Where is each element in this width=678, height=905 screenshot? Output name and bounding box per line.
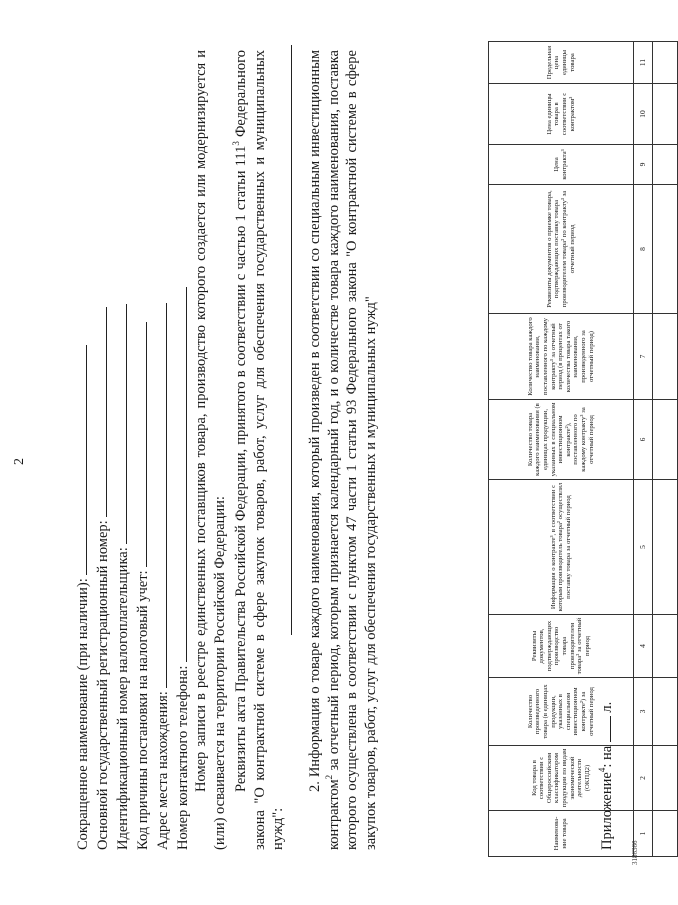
field-inn [112, 304, 132, 850]
column-number: 5 [634, 480, 653, 615]
column-number: 11 [634, 42, 653, 84]
header-cell: Реквизиты документов, подтверждающих производство товара производителем товара² за отчетный период [489, 615, 634, 678]
header-cell: Количество товара каждого наименования (в единицах продукции, указанных в специальном инвестиционном контракте²), поставленного по каждому контракту³ за отчетный период [489, 400, 634, 480]
field-label: Основной государственный регистрационный номер: [95, 520, 111, 850]
field-short-name [72, 345, 92, 850]
column-number: 7 [634, 314, 653, 400]
header-cell: Наименова-ние товара [489, 811, 634, 857]
table-row [653, 42, 678, 857]
field-address [152, 303, 172, 850]
column-number: 6 [634, 400, 653, 480]
product-info-paragraph [306, 50, 380, 850]
field-kpp [132, 322, 152, 850]
document-code: 3186366 [631, 840, 639, 865]
sheet-count-line [596, 716, 611, 742]
act-text-tail: Федерального закона "О контрактной системе в сфере закупок товаров, работ, услуг для обеспечения государственных и муниципальных нужд": [233, 50, 286, 850]
inn-input-line [112, 304, 127, 544]
field-label: Идентификационный номер налогоплательщика: [115, 547, 131, 850]
header-cell: Информация о контракте³, в соответствии с которым производитель товара² осуществлял поставку товара за отчетный период [489, 480, 634, 615]
appendix-label: Приложение [599, 772, 615, 850]
phone-input-line [172, 287, 187, 662]
act-text: Реквизиты акта Правительства Российской Федерации, принятого в соответствии с частью 1 статьи 111 [233, 145, 249, 792]
header-cell: Количество произведенного товара (в единицах продукции, указанных в специальном инвестиционном контракте²) за отчетный период [489, 678, 634, 746]
act-footnote-mark: 3 [231, 141, 242, 146]
appendix-line [596, 702, 616, 850]
column-number: 1 [634, 811, 653, 857]
header-cell: Предельная цена единицы товара [489, 42, 634, 84]
header-cell: Реквизиты документов о приемке товара, подтверждающих поставку товара производителем товара² по контракту³ за отчетный период [489, 185, 634, 314]
info-text: 2. Информация о товаре каждого наименования, который произведен в соответствии со специальным инвестиционным контрактом [307, 50, 342, 850]
product-supply-table [488, 41, 678, 857]
kpp-input-line [132, 322, 147, 567]
info-footnote-mark: 2 [323, 774, 334, 780]
column-number: 9 [634, 145, 653, 185]
column-number: 10 [634, 84, 653, 145]
field-label: Адрес места нахождения: [155, 691, 171, 850]
act-input-line [291, 45, 292, 635]
column-number: 2 [634, 746, 653, 811]
header-cell: Цена контракта³ [489, 145, 634, 185]
short-name-input-line [72, 345, 87, 575]
table-column-numbers-row [634, 42, 653, 857]
appendix-on: : на [599, 745, 615, 768]
info-text-tail: за отчетный период, которым признается календарный год, и о количестве товара каждого наименования, поставка которого осуществлена в соответствии с пунктом 47 части 1 статьи 93 Федерального закона "О контрактной системе в сфере закупок товаров, работ, услуг для обеспечения государственных и муниципальных нужд" [325, 50, 379, 850]
header-cell: Цена единицы товара в соответствии с контрактом³ [489, 84, 634, 145]
field-phone [172, 287, 192, 850]
header-cell: Количество товара каждого наименования, поставленного по каждому контракту³ за отчетный период (в процентах от количества товара такого наименования, произведенного за отчетный период) [489, 314, 634, 400]
field-label: Сокращенное наименование (при наличии): [75, 578, 91, 850]
appendix-footnote-mark: 4 [597, 767, 608, 773]
header-cell: Код товара в соответствии с Общероссийским классификатором продукции по видам экономической деятельности (ОКПД2) [489, 746, 634, 811]
field-label: Номер контактного телефона: [175, 665, 191, 850]
appendix-sheets: л. [599, 701, 615, 713]
field-label: Код причины постановки на налоговый учет: [135, 570, 151, 850]
field-ogrn [92, 307, 112, 850]
column-number: 4 [634, 615, 653, 678]
address-input-line [152, 303, 167, 688]
registry-paragraph: Номер записи в реестре единственных поставщиков товара, производство которого создается или модернизируется и (или) осваивается на территории Российской Федерации: [193, 50, 228, 850]
government-act-paragraph [232, 50, 288, 850]
page-number: 2 [12, 458, 27, 465]
column-number: 3 [634, 678, 653, 746]
ogrn-input-line [92, 307, 107, 517]
column-number: 8 [634, 185, 653, 314]
